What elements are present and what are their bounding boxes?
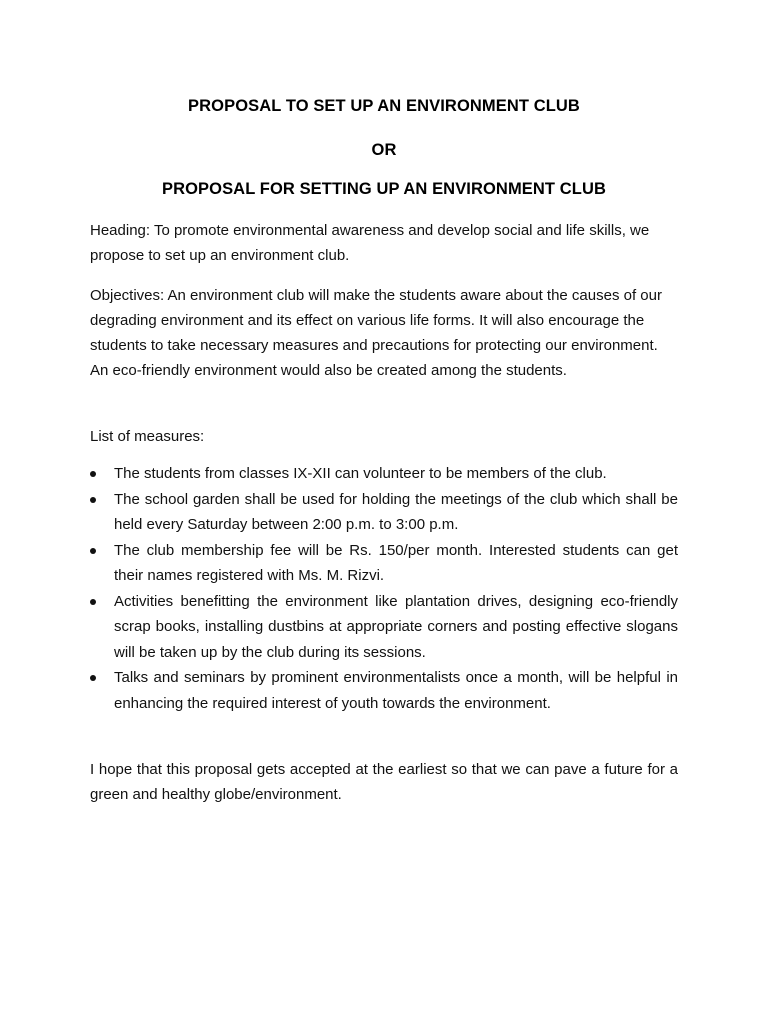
list-item-text: Talks and seminars by prominent environmentalists once a month, will be helpful in enhancing the required interest of youth towards the environment. [114, 669, 678, 712]
heading-paragraph: Heading: To promote environmental awareness and develop social and life skills, we propose to set up an environment club. [90, 222, 650, 264]
list-item [90, 665, 678, 716]
bullet-dot-icon [90, 675, 96, 681]
list-item [90, 461, 678, 487]
list-item [90, 487, 678, 538]
list-item-text: The club membership fee will be Rs. 150/per month. Interested students can get their names registered with Ms. M. Rizvi. [114, 541, 678, 584]
closing-paragraph: I hope that this proposal gets accepted at the earliest so that we can pave a future for a green and healthy globe/environment. [90, 761, 678, 803]
bullet-dot-icon [90, 497, 96, 503]
list-item [90, 589, 678, 666]
list-item-text: Activities benefitting the environment like plantation drives, designing eco-friendly scrap books, installing dustbins at appropriate corners and posting effective slogans will be taken up by the club during its sessions. [114, 592, 678, 661]
list-item-text: The students from classes IX-XII can volunteer to be members of the club. [114, 465, 607, 482]
bullet-dot-icon [90, 548, 96, 554]
document-title: PROPOSAL TO SET UP AN ENVIRONMENT CLUB [188, 97, 580, 115]
list-item [90, 538, 678, 589]
list-item-text: The school garden shall be used for holding the meetings of the club which shall be held every Saturday between 2:00 p.m. to 3:00 p.m. [114, 490, 678, 533]
document-alternate-title: PROPOSAL FOR SETTING UP AN ENVIRONMENT CLUB [161, 180, 607, 198]
objectives-paragraph: Objectives: An environment club will make the students aware about the causes of our degrading environment and its effect on various life forms. It will also encourage the students to take necessary measures and precautions for protecting our environment. An eco-friendly environment would also be created among the students. [90, 287, 662, 379]
measures-list-title: List of measures: [90, 428, 205, 445]
bullet-dot-icon [90, 471, 96, 477]
measures-list [90, 461, 678, 716]
title-separator-or: OR [371, 141, 397, 159]
bullet-dot-icon [90, 599, 96, 605]
